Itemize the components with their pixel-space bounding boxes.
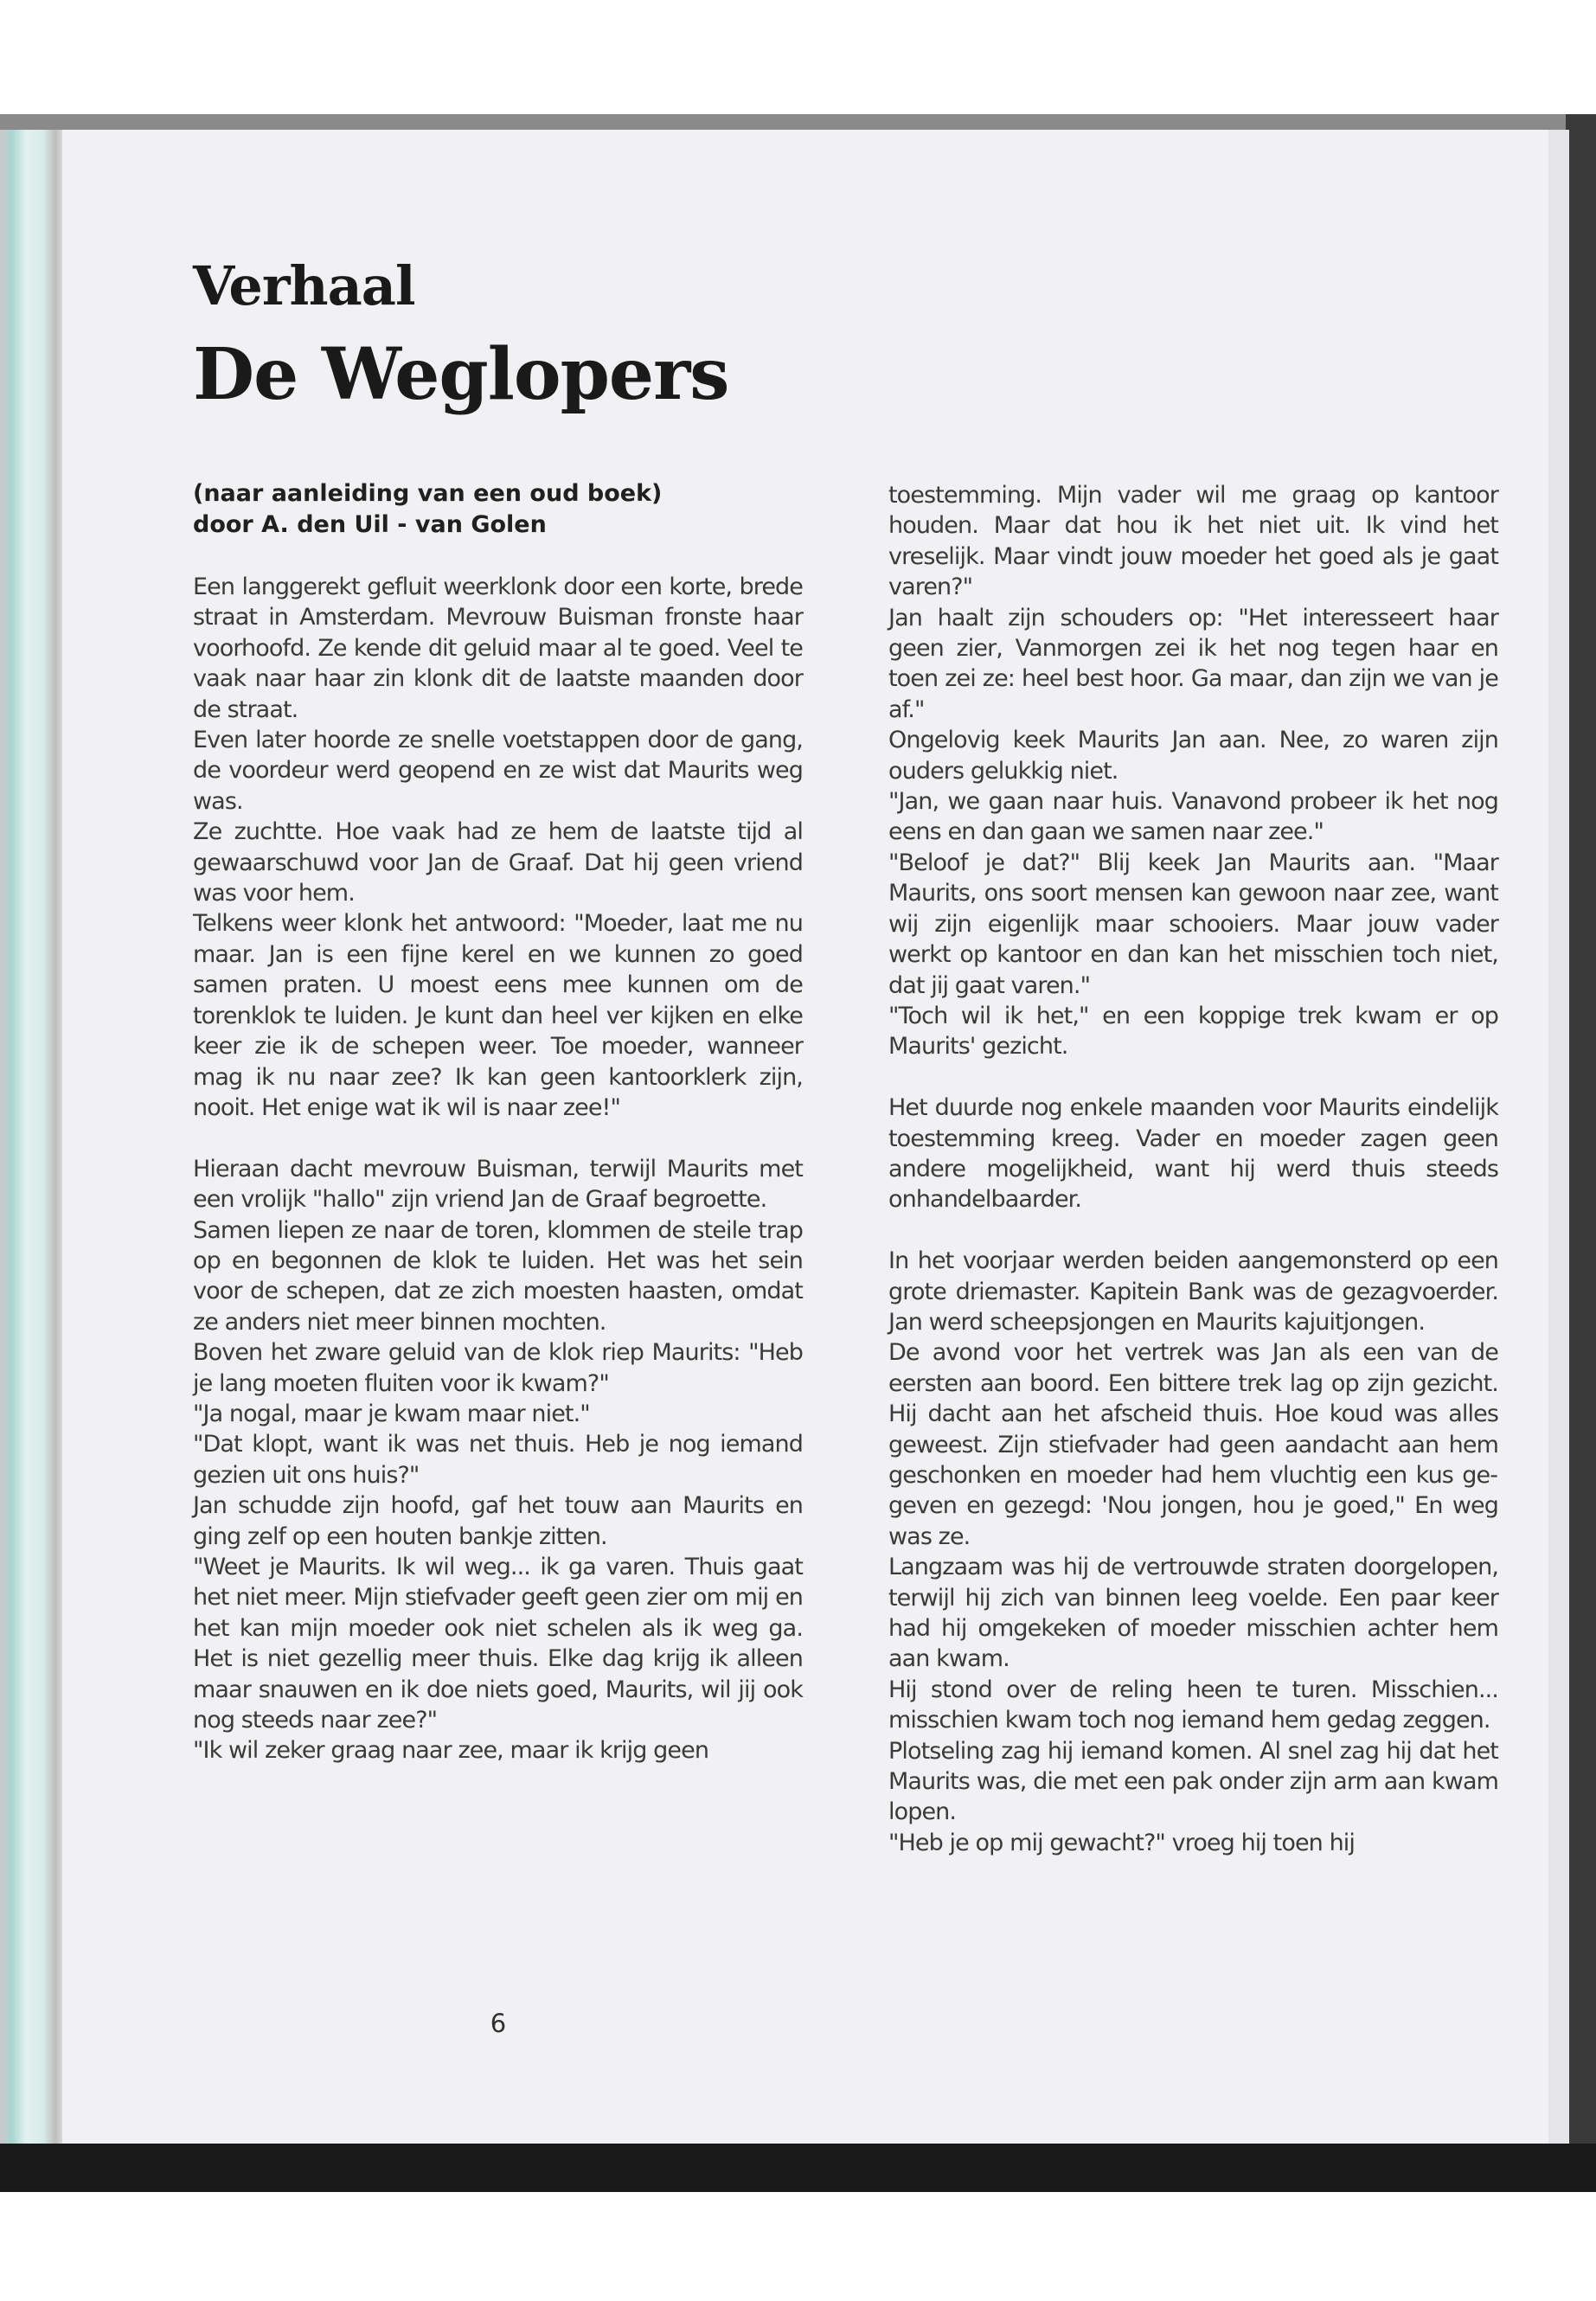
byline	[193, 478, 807, 541]
paragraph: Jan schudde zijn hoofd, gaf het touw aan Maurits en ging zelf op een houten bankje zitten.	[193, 1492, 803, 1550]
paragraph: "Heb je op mij gewacht?" vroeg hij toen hij	[888, 1829, 1355, 1856]
book-gutter-edge	[0, 130, 66, 2145]
paragraph: "Toch wil ik het," en een koppige trek kwam er op Maurits' gezicht.	[888, 1002, 1498, 1061]
page-number: 6	[490, 2009, 507, 2038]
paragraph: Plotseling zag hij iemand komen. Al snel zag hij dat het Maurits was, die met een pak onder zijn arm aan kwam lopen.	[888, 1737, 1498, 1826]
section-kicker: Verhaal	[193, 254, 415, 317]
paragraph: Boven het zware geluid van de klok riep Maurits: "Heb je lang moeten fluiten voor ik kwam?"	[193, 1339, 803, 1397]
paragraph: Langzaam was hij de vertrouwde straten doorgelopen, terwijl hij zich van binnen leeg voelde. Een paar keer had hij omgekeken of moeder misschien achter hem aan kwam.	[888, 1554, 1498, 1673]
byline-source: (naar aanleiding van een oud boek)	[193, 480, 663, 507]
paragraph: "Ik wil zeker graag naar zee, maar ik krijg geen	[193, 1737, 709, 1765]
paragraph: "Dat klopt, want ik was net thuis. Heb je nog iemand gezien uit ons huis?"	[193, 1431, 803, 1489]
paragraph: Samen liepen ze naar de toren, klommen de steile trap op en begonnen de klok te luiden. Het was het sein voor de schepen, dat ze zich moesten haasten, omdat ze anders niet meer binnen mochten.	[193, 1216, 803, 1336]
next-page-strip	[1548, 130, 1569, 2144]
left-text-column	[193, 572, 803, 1766]
byline-author: door A. den Uil - van Golen	[193, 511, 547, 538]
paragraph: "Jan, we gaan naar huis. Vanavond probeer ik het nog eens en dan gaan we samen naar zee."	[888, 788, 1498, 846]
paragraph: Even later hoorde ze snelle voetstappen door de gang, de voordeur werd geopend en ze wist dat Maurits weg was.	[193, 727, 803, 815]
paragraph: "Beloof je dat?" Blij keek Jan Maurits aan. "Maar Maurits, ons soort mensen kan gewoon naar zee, want wij zijn eigenlijk maar schooiers. Maar jouw vader werkt op kantoor en dan kan het misschien toch niet, dat jij gaat varen."	[888, 849, 1498, 999]
paragraph: Een langgerekt gefluit weerklonk door een korte, brede straat in Amsterdam. Mevrouw Buisman fronste haar voorhoofd. Ze kende dit geluid maar al te goed. Veel te vaak naar haar zin klonk dit de laatste maanden door de straat.	[193, 574, 803, 723]
article-title: De Weglopers	[193, 333, 729, 416]
paragraph: Ongelovig keek Maurits Jan aan. Nee, zo waren zijn ouders gelukkig niet.	[888, 727, 1498, 785]
book-cover-edge	[1566, 114, 1596, 2190]
paragraph: De avond voor het vertrek was Jan als een van de eersten aan boord. Een bittere trek lag op zijn gezicht. Hij dacht aan het afscheid thuis. Hoe koud was alles geweest. Zijn stiefvader had geen aandacht aan hem geschonken en moeder had hem vluchtig een kus gegeven en gezegd: 'Nou jongen, hou je goed," En weg was ze.	[888, 1339, 1498, 1550]
paragraph: Jan haalt zijn schouders op: "Het interesseert haar geen zier, Vanmorgen zei ik het nog tegen haar en toen zei ze: heel best hoor. Ga maar, dan zijn we van je af."	[888, 604, 1498, 723]
paragraph: In het voorjaar werden beiden aangemonsterd op een grote driemaster. Kapitein Bank was de gezagvoerder. Jan werd scheepsjongen en Maurits kajuitjongen.	[888, 1247, 1498, 1336]
paragraph: "Ja nogal, maar je kwam maar niet."	[193, 1400, 590, 1427]
paragraph: Hieraan dacht mevrouw Buisman, terwijl Maurits met een vrolijk "hallo" zijn vriend Jan de Graaf begroette.	[193, 1155, 803, 1214]
paragraph: Ze zuchtte. Hoe vaak had ze hem de laatste tijd al gewaarschuwd voor Jan de Graaf. Dat hij geen vriend was voor hem.	[193, 818, 803, 907]
right-text-column	[888, 480, 1498, 1858]
paragraph: Het duurde nog enkele maanden voor Maurits eindelijk toestemming kreeg. Vader en moeder zagen geen andere mogelijkheid, want hij werd thuis steeds onhandelbaarder.	[888, 1094, 1498, 1214]
scan-bottom-edge	[0, 2144, 1596, 2192]
paragraph: Hij stond over de reling heen te turen. Misschien... misschien kwam toch nog iemand hem gedag zeggen.	[888, 1676, 1498, 1734]
paragraph: toestemming. Mijn vader wil me graag op kantoor houden. Maar dat hou ik het niet uit. Ik vind het vreselijk. Maar vindt jouw moeder het goed als je gaat varen?"	[888, 482, 1498, 601]
paragraph: Telkens weer klonk het antwoord: "Moeder, laat me nu maar. Jan is een fijne kerel en we kunnen zo goed samen praten. U moest eens mee kunnen om de torenklok te luiden. Je kunt dan heel ver kijken en elke keer zie ik de schepen weer. Toe moeder, wanneer mag ik nu naar zee? Ik kan geen kantoorklerk zijn, nooit. Het enige wat ik wil is naar zee!"	[193, 910, 803, 1121]
paragraph: "Weet je Maurits. Ik wil weg... ik ga varen. Thuis gaat het niet meer. Mijn stiefvader geeft geen zier om mij en het kan mijn moeder ook niet schelen als ik weg ga. Het is niet gezellig meer thuis. Elke dag krijg ik alleen maar snauwen en ik doe niets goed, Maurits, wil jij ook nog steeds naar zee?"	[193, 1553, 803, 1734]
article-header	[193, 254, 729, 416]
